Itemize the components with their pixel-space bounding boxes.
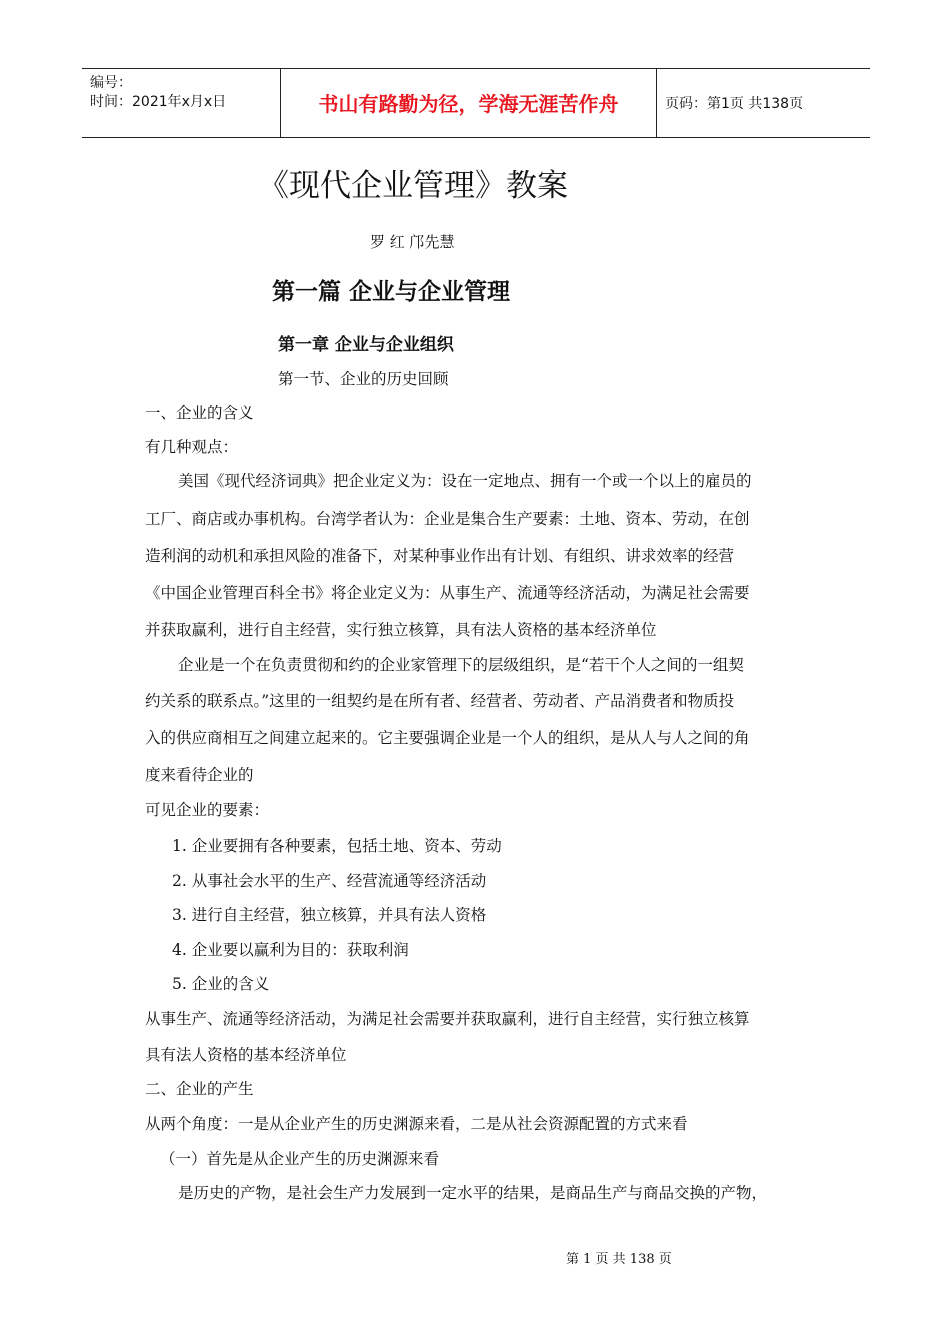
body-line: 《中国企业管理百科全书》将企业定义为：从事生产、流通等经济活动，为满足社会需要 <box>145 584 750 602</box>
body-line: 一、企业的含义 <box>145 404 254 422</box>
header-page-info: 页码：第1页 共138页 <box>665 96 804 112</box>
time-label: 时间：2021年x月x日 <box>90 94 227 110</box>
body-line: 可见企业的要素： <box>145 801 270 819</box>
body-line: 并获取赢利，进行自主经营，实行独立核算，具有法人资格的基本经济单位 <box>145 621 657 639</box>
list-item: 1. 企业要拥有各种要素，包括土地、资本、劳动 <box>172 837 502 855</box>
body-line: 从两个角度：一是从企业产生的历史渊源来看，二是从社会资源配置的方式来看 <box>145 1115 688 1133</box>
number-label: 编号： <box>90 75 132 91</box>
document-header-table <box>82 68 870 138</box>
body-line: 约关系的联系点。”这里的一组契约是在所有者、经营者、劳动者、产品消费者和物质投 <box>145 692 735 710</box>
body-line: 造利润的动机和承担风险的准备下，对某种事业作出有计划、有组织、讲求效率的经营 <box>145 547 735 565</box>
body-line: 从事生产、流通等经济活动，为满足社会需要并获取赢利，进行自主经营，实行独立核算 <box>145 1010 750 1028</box>
body-line: 美国《现代经济词典》把企业定义为：设在一定地点、拥有一个或一个以上的雇员的 <box>178 472 752 490</box>
list-item: 2. 从事社会水平的生产、经营流通等经济活动 <box>172 872 487 890</box>
body-line: 是历史的产物，是社会生产力发展到一定水平的结果，是商品生产与商品交换的产物， <box>178 1184 768 1202</box>
body-line: 有几种观点： <box>145 438 239 456</box>
body-line: 度来看待企业的 <box>145 766 254 784</box>
chapter-heading: 第一章 企业与企业组织 <box>278 335 454 355</box>
list-item: 5. 企业的含义 <box>172 975 270 993</box>
header-meta-cell <box>82 69 281 137</box>
document-title: 《现代企业管理》教案 <box>258 168 568 204</box>
authors: 罗 红 邝先慧 <box>370 233 455 251</box>
body-line: 企业是一个在负责贯彻和约的企业家管理下的层级组织，是“若干个人之间的一组契 <box>178 656 744 674</box>
body-line: （一）首先是从企业产生的历史渊源来看 <box>160 1150 440 1168</box>
part-heading: 第一篇 企业与企业管理 <box>272 279 511 305</box>
header-motto: 书山有路勤为径，学海无涯苦作舟 <box>281 69 657 137</box>
page-footer: 第 1 页 共 138 页 <box>566 1252 672 1267</box>
body-line: 二、企业的产生 <box>145 1080 254 1098</box>
list-item: 3. 进行自主经营，独立核算，并具有法人资格 <box>172 906 487 924</box>
body-line: 工厂、商店或办事机构。台湾学者认为：企业是集合生产要素：土地、资本、劳动，在创 <box>145 510 750 528</box>
body-line: 入的供应商相互之间建立起来的。它主要强调企业是一个人的组织，是从人与人之间的角 <box>145 729 750 747</box>
section-heading: 第一节、企业的历史回顾 <box>278 370 449 388</box>
body-line: 具有法人资格的基本经济单位 <box>145 1046 347 1064</box>
list-item: 4. 企业要以赢利为目的：获取利润 <box>172 941 409 959</box>
